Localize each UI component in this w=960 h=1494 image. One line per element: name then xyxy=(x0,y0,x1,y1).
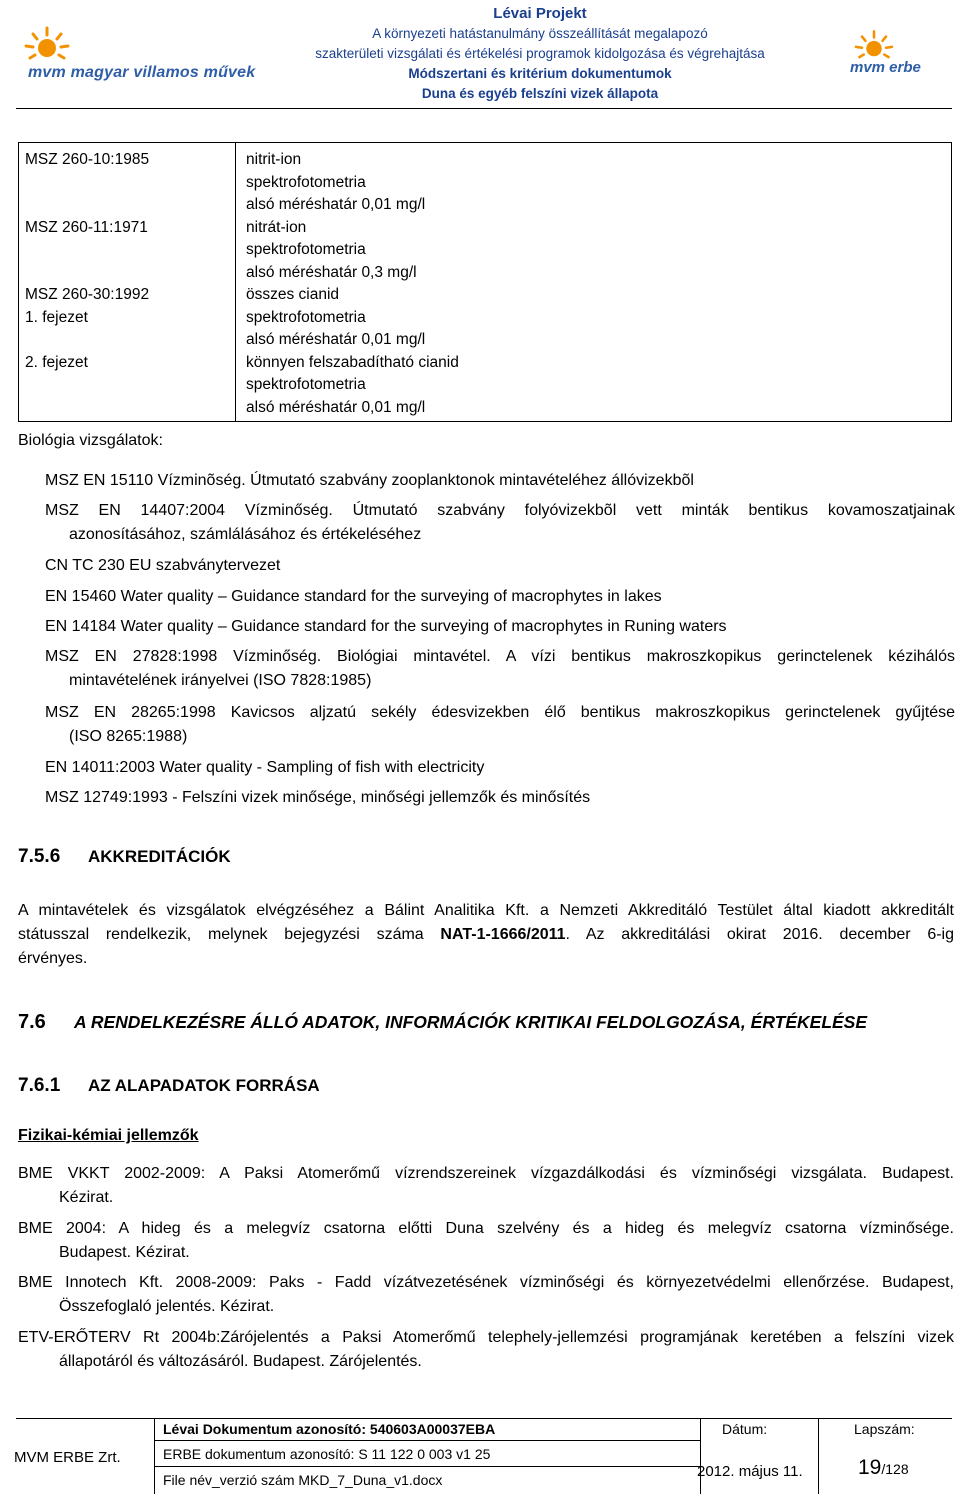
footer-page-label: Lapszám: xyxy=(854,1421,915,1437)
reference-line: Budapest. Kézirat. xyxy=(59,1244,190,1261)
method-line: spektrofotometria xyxy=(246,376,366,393)
footer-separator xyxy=(818,1418,819,1494)
header-title-block xyxy=(270,4,810,104)
reference-line: BME Innotech Kft. 2008-2009: Paks - Fadd vízátvezetésének vízminőségi és környezetvédelmi ellenőrzése. Budapest, xyxy=(18,1274,954,1291)
reference-line: állapotáról és változásáról. Budapest. Zárójelentés. xyxy=(59,1353,422,1370)
section-number: 7.6 xyxy=(18,1011,46,1033)
header-line-2: A környezeti hatástanulmány összeállítását megalapozó xyxy=(372,26,708,41)
method-line: alsó méréshatár 0,01 mg/l xyxy=(246,399,426,416)
method-line: könnyen felszabadítható cianid xyxy=(246,354,459,371)
standard-item: MSZ 12749:1993 - Felszíni vizek minősége, minőségi jellemzők és minősítés xyxy=(45,789,591,806)
paragraph-text: státusszal rendelkezik, melynek bejegyzési száma xyxy=(18,926,441,943)
subsection-heading: Fizikai-kémiai jellemzők xyxy=(18,1127,199,1144)
footer-file-name: File név_verzió szám MKD_7_Duna_v1.docx xyxy=(163,1472,443,1488)
mvm-erbe-logo xyxy=(840,28,940,80)
footer-date: 2012. május 11. xyxy=(697,1463,803,1480)
paragraph-line xyxy=(18,923,954,947)
method-table xyxy=(18,142,952,422)
paragraph-line: érvényes. xyxy=(18,950,88,967)
standard-item: EN 14184 Water quality – Guidance standard for the surveying of macrophytes in Runing waters xyxy=(45,618,727,635)
standard-item: CN TC 230 EU szabványtervezet xyxy=(45,557,281,574)
reference-item xyxy=(18,1217,954,1265)
method-chapter: 2. fejezet xyxy=(25,354,88,371)
header-line-5: Duna és egyéb felszíni vizek állapota xyxy=(421,86,659,101)
page-total: /128 xyxy=(881,1461,909,1477)
page-number: 19 xyxy=(858,1456,882,1479)
table-divider xyxy=(235,143,236,421)
section-heading xyxy=(18,846,231,868)
standard-item: EN 14011:2003 Water quality - Sampling of fish with electricity xyxy=(45,759,485,776)
section-number: 7.5.6 xyxy=(18,846,61,867)
header-line-3: szakterületi vizsgálati és értékelési programok kidolgozása és végrehajtása xyxy=(315,46,765,61)
footer-erbe-id: ERBE dokumentum azonosító: S 11 122 0 003 v1 25 xyxy=(163,1446,491,1462)
reference-line: BME 2004: A hideg és a melegvíz csatorna előtti Duna szelvény és a hideg és melegvíz csatorna vízminősége. xyxy=(18,1220,954,1237)
standard-line: MSZ EN 27828:1998 Vízminőség. Biológiai mintavétel. A vízi bentikus makroszkopikus gerinctelenek kézihálós xyxy=(45,648,955,665)
method-line: spektrofotometria xyxy=(246,174,366,191)
method-chapter: 1. fejezet xyxy=(25,309,88,326)
footer-company: MVM ERBE Zrt. xyxy=(14,1449,121,1466)
method-line: alsó méréshatár 0,3 mg/l xyxy=(246,264,417,281)
reference-line: Összefoglaló jelentés. Kézirat. xyxy=(59,1298,275,1315)
standard-item xyxy=(45,701,955,749)
method-line: összes cianid xyxy=(246,286,340,303)
method-standard: MSZ 260-10:1985 xyxy=(25,151,150,168)
footer-doc-id: Lévai Dokumentum azonosító: 540603A00037EBA xyxy=(163,1421,496,1437)
standard-line: mintavételének irányelvei (ISO 7828:1985) xyxy=(69,672,372,689)
method-line: spektrofotometria xyxy=(246,241,366,258)
standard-item: EN 15460 Water quality – Guidance standard for the surveying of macrophytes in lakes xyxy=(45,588,662,605)
section-number: 7.6.1 xyxy=(18,1075,61,1096)
standard-line: MSZ EN 28265:1998 Kavicsos aljzatú sekély édesvizekben élő bentikus makroszkopikus gerinctelenek gyűjtése xyxy=(45,704,955,721)
section-heading xyxy=(18,1011,867,1034)
method-line: alsó méréshatár 0,01 mg/l xyxy=(246,196,426,213)
standard-item: MSZ EN 15110 Vízminõség. Útmutató szabvány zooplanktonok mintavételéhez állóvizekbõl xyxy=(45,472,694,489)
reference-line: BME VKKT 2002-2009: A Paksi Atomerőmű vízrendszereinek vízgazdálkodási és vízminőségi vizsgálata. Budapest. xyxy=(18,1165,954,1182)
footer-page-number xyxy=(858,1456,909,1480)
method-line: spektrofotometria xyxy=(246,309,366,326)
paragraph-line: A mintavételek és vizsgálatok elvégzéséhez a Bálint Analitika Kft. a Nemzeti Akkreditáló Testület által kiadott akkreditált xyxy=(18,902,954,919)
standard-line: azonosításához, számlálásához és értékeléséhez xyxy=(69,526,422,543)
project-title: Lévai Projekt xyxy=(493,5,587,22)
sun-icon xyxy=(22,24,72,66)
footer-rule xyxy=(154,1440,700,1441)
method-line: alsó méréshatár 0,01 mg/l xyxy=(246,331,426,348)
standard-item xyxy=(45,499,955,547)
footer-separator xyxy=(154,1418,155,1494)
section-title: A RENDELKEZÉSRE ÁLLÓ ADATOK, INFORMÁCIÓK KRITIKAI FELDOLGOZÁSA, ÉRTÉKELÉSE xyxy=(74,1012,868,1032)
accreditation-number: NAT-1-1666/2011 xyxy=(440,926,566,943)
standard-line: (ISO 8265:1988) xyxy=(69,728,188,745)
section-title: AZ ALAPADATOK FORRÁSA xyxy=(88,1076,320,1095)
reference-item xyxy=(18,1162,954,1210)
mvm-logo-text: mvm magyar villamos művek xyxy=(28,64,256,81)
page-footer xyxy=(0,1418,960,1494)
reference-item xyxy=(18,1326,954,1374)
method-line: nitrát-ion xyxy=(246,219,307,236)
reference-line: ETV-ERŐTERV Rt 2004b:Zárójelentés a Paksi Atomerőmű telephely-jellemzési programjának keretében a felszíni vizek xyxy=(18,1329,954,1346)
biology-label: Biológia vizsgálatok: xyxy=(18,432,163,449)
mvm-logo xyxy=(22,24,262,84)
footer-date-label: Dátum: xyxy=(722,1421,768,1437)
footer-rule xyxy=(154,1466,700,1467)
reference-line: Kézirat. xyxy=(59,1189,114,1206)
header-line-4: Módszertani és kritérium dokumentumok xyxy=(408,66,672,81)
page-header xyxy=(0,0,960,108)
method-line: nitrit-ion xyxy=(246,151,302,168)
erbe-logo-text: mvm erbe xyxy=(850,59,921,76)
method-standard: MSZ 260-11:1971 xyxy=(25,219,148,236)
standard-line: MSZ EN 14407:2004 Vízminőség. Útmutató szabvány folyóvizekbõl vett minták bentikus kovamoszatjainak xyxy=(45,502,955,519)
section-heading xyxy=(18,1075,320,1097)
standard-item xyxy=(45,645,955,693)
method-standard: MSZ 260-30:1992 xyxy=(25,286,150,303)
paragraph-text: . Az akkreditálási okirat 2016. december 6-ig xyxy=(565,926,955,943)
header-divider xyxy=(16,108,952,109)
footer-separator xyxy=(700,1418,701,1494)
reference-item xyxy=(18,1271,954,1319)
section-title: AKKREDITÁCIÓK xyxy=(88,847,231,866)
footer-divider xyxy=(16,1418,952,1419)
accreditation-paragraph xyxy=(18,899,954,971)
